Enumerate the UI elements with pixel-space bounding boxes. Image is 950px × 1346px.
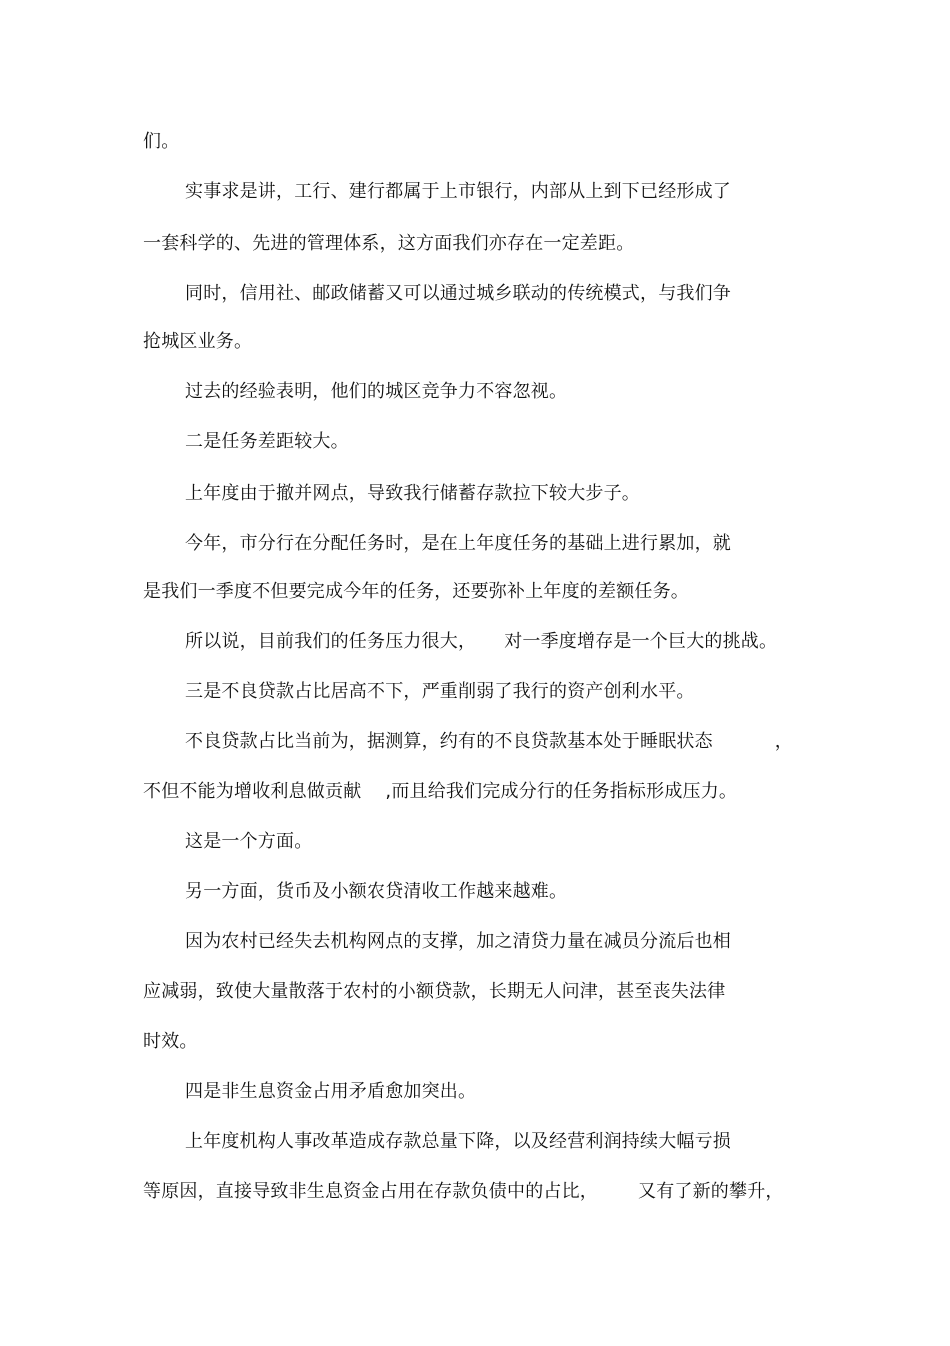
text-line	[143, 232, 634, 256]
text-line	[143, 1180, 784, 1204]
line-text: 不良贷款占比当前为，据测算，约有的不良贷款基本处于睡眠状态	[185, 731, 713, 752]
line-text: 四是非生息资金占用矛盾愈加突出。	[185, 1081, 477, 1102]
text-line	[185, 380, 567, 404]
text-line	[143, 130, 179, 154]
line-text: 所以说，目前我们的任务压力很大，	[185, 631, 477, 652]
text-line	[185, 930, 731, 954]
line-text: 同时，信用社、邮政储蓄又可以通过城乡联动的传统模式，与我们争	[185, 283, 731, 304]
text-line	[185, 730, 793, 754]
text-line	[143, 1030, 198, 1054]
line-text: 三是不良贷款占比居高不下，严重削弱了我行的资产创利水平。	[185, 681, 695, 702]
text-line	[185, 180, 731, 204]
text-line	[143, 780, 737, 804]
line-text-continued: 又有了新的攀升，	[638, 1181, 784, 1202]
line-text: 因为农村已经失去机构网点的支撑，加之清贷力量在减员分流后也相	[185, 931, 731, 952]
line-text: 等原因，直接导致非生息资金占用在存款负债中的占比，	[143, 1181, 598, 1202]
line-text: 实事求是讲，工行、建行都属于上市银行，内部从上到下已经形成了	[185, 181, 731, 202]
line-text: 抢城区业务。	[143, 331, 253, 352]
line-text: 们。	[143, 131, 180, 152]
line-text: 是我们一季度不但要完成今年的任务，还要弥补上年度的差额任务。	[143, 581, 689, 602]
line-text: 应减弱，致使大量散落于农村的小额贷款，长期无人问津，甚至丧失法律	[143, 981, 726, 1002]
line-text: 这是一个方面。	[185, 831, 313, 852]
line-text-continued: ,而且给我们完成分行的任务指标形成压力。	[385, 781, 738, 802]
text-line	[143, 580, 689, 604]
line-text: 过去的经验表明，他们的城区竞争力不容忽视。	[185, 381, 568, 402]
text-line	[185, 430, 349, 454]
text-line	[143, 330, 252, 354]
text-line	[185, 830, 312, 854]
line-text: 时效。	[143, 1031, 198, 1052]
line-text: 上年度由于撤并网点，导致我行储蓄存款拉下较大步子。	[185, 483, 640, 504]
text-line	[185, 482, 640, 506]
line-text-continued: ，	[774, 731, 793, 752]
line-text-continued: 对一季度增存是一个巨大的挑战。	[504, 631, 778, 652]
line-text: 二是任务差距较大。	[185, 431, 349, 452]
text-line	[185, 630, 777, 654]
line-text: 不但不能为增收利息做贡献	[143, 781, 362, 802]
text-line	[185, 1080, 476, 1104]
line-text: 一套科学的、先进的管理体系，这方面我们亦存在一定差距。	[143, 233, 635, 254]
text-line	[185, 1130, 731, 1154]
text-line	[185, 880, 567, 904]
line-text: 另一方面，货币及小额农贷清收工作越来越难。	[185, 881, 568, 902]
text-line	[185, 680, 695, 704]
text-line	[143, 980, 725, 1004]
line-text: 上年度机构人事改革造成存款总量下降，以及经营利润持续大幅亏损	[185, 1131, 731, 1152]
line-text: 今年，市分行在分配任务时，是在上年度任务的基础上进行累加，就	[185, 533, 731, 554]
text-line	[185, 532, 731, 556]
text-line	[185, 282, 731, 306]
